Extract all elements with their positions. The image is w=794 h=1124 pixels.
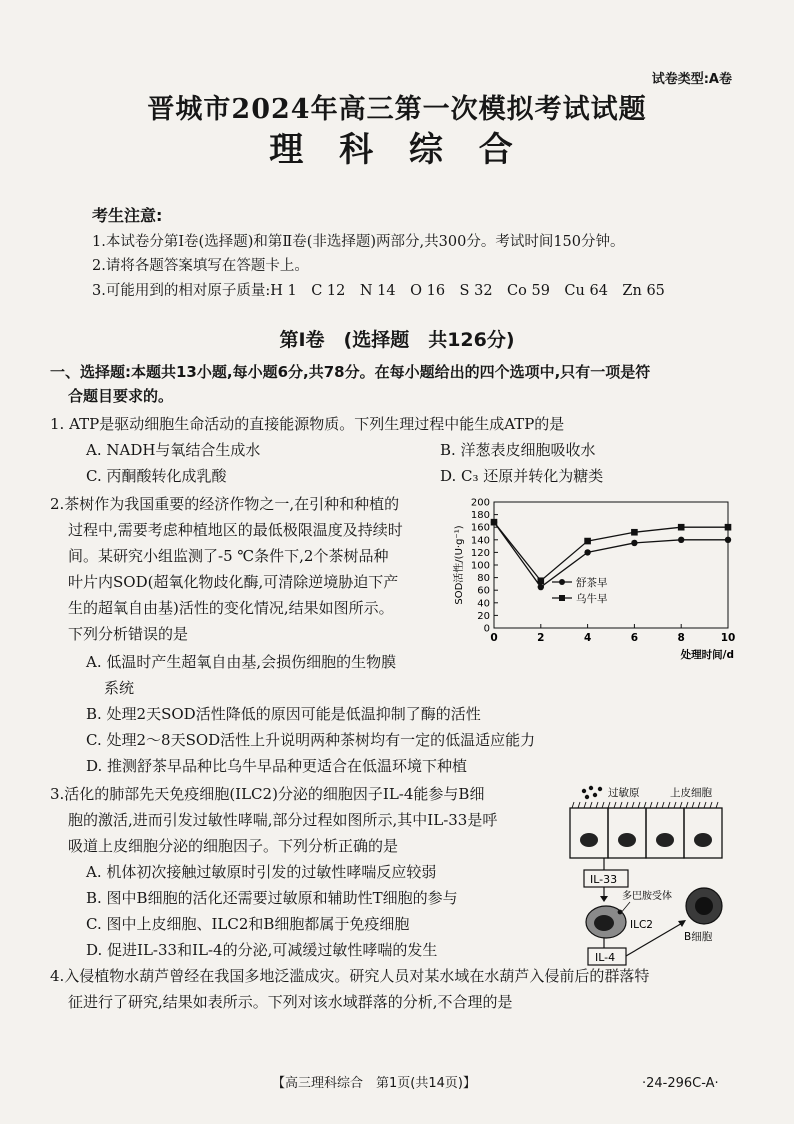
notice-item-1: 1.本试卷分第Ⅰ卷(选择题)和第Ⅱ卷(非选择题)两部分,共300分。考试时间150分钟。: [92, 234, 625, 250]
y-tick-label: 180: [470, 510, 490, 522]
il4-label: IL-4: [595, 951, 616, 964]
series-point-1: [538, 584, 544, 590]
q2-stem-line: 2.茶树作为我国重要的经济作物之一,在引种和种植的: [50, 495, 400, 513]
legend-label-1: 舒茶早: [576, 577, 608, 589]
q3-stem-line: 胞的激活,进而引发过敏性哮喘,部分过程如图所示,其中IL-33是呼: [68, 811, 498, 829]
q3-stem-line: 吸道上皮细胞分泌的细胞因子。下列分析正确的是: [68, 837, 399, 855]
series-point-1: [631, 540, 637, 546]
epithelial-cells: [570, 808, 722, 858]
notice-heading: 考生注意:: [92, 206, 163, 225]
exam-subject: 理 科 综 合: [269, 130, 525, 170]
y-tick-label: 100: [470, 560, 490, 572]
plot-frame: [494, 502, 728, 628]
q1-option-d: D. C₃ 还原并转化为糖类: [440, 467, 604, 485]
series-point-1: [725, 537, 731, 543]
footer-page-info: 【高三理科综合 第1页(共14页)】: [272, 1076, 476, 1091]
q3-option-a: A. 机体初次接触过敏原时引发的过敏性哮喘反应较弱: [86, 863, 437, 881]
q4-stem-line: 征进行了研究,结果如表所示。下列对该水域群落的分析,不合理的是: [68, 993, 513, 1011]
q3-stem-line: 3.活化的肺部先天免疫细胞(ILC2)分泌的细胞因子IL-4能参与B细: [50, 785, 485, 803]
series-point-2: [491, 519, 498, 526]
q2-option-a: A. 低温时产生超氧自由基,会损伤细胞的生物膜: [86, 653, 397, 671]
receptor-label: 多巴胺受体: [622, 891, 672, 902]
y-tick-label: 60: [477, 585, 490, 597]
q2-option-c: C. 处理2～8天SOD活性上升说明两种茶树均有一定的低温适应能力: [86, 731, 536, 749]
paper-type-label: 试卷类型:A卷: [651, 72, 732, 87]
series-point-2: [725, 524, 732, 531]
legend-marker-2: [559, 595, 565, 601]
legend-label-2: 乌牛早: [576, 593, 608, 605]
x-tick-label: 10: [720, 632, 736, 644]
y-tick-label: 200: [470, 497, 490, 509]
y-tick-label: 80: [477, 573, 490, 585]
series-point-2: [631, 529, 638, 536]
exam-title: 晋城市2024年高三第一次模拟考试试题: [147, 94, 647, 125]
y-tick-label: 40: [477, 598, 490, 610]
q2-option-a-cont: 系统: [104, 679, 135, 697]
allergen-label: 过敏原: [608, 787, 640, 799]
x-tick-label: 8: [677, 632, 685, 644]
q2-stem-line: 过程中,需要考虑种植地区的最低极限温度及持续时: [68, 521, 403, 539]
q3-option-c: C. 图中上皮细胞、ILC2和B细胞都属于免疫细胞: [86, 915, 410, 933]
q2-option-d: D. 推测舒茶早品种比乌牛早品种更适合在低温环境下种植: [86, 757, 468, 775]
instructions-line-1: 一、选择题:本题共13小题,每小题6分,共78分。在每小题给出的四个选项中,只有一项是符: [50, 363, 651, 381]
x-tick-label: 2: [537, 632, 545, 644]
series-line-2: [494, 522, 728, 581]
notice-item-3: 3.可能用到的相对原子质量:H 1 C 12 N 14 O 16 S 32 Co 59 Cu 64 Zn 65: [92, 283, 665, 299]
q3-option-d: D. 促进IL-33和IL-4的分泌,可减缓过敏性哮喘的发生: [86, 941, 438, 959]
q1-stem: 1. ATP是驱动细胞生命活动的直接能源物质。下列生理过程中能生成ATP的是: [50, 415, 565, 433]
series-point-1: [584, 549, 590, 555]
q1-option-c: C. 丙酮酸转化成乳酸: [86, 467, 227, 485]
y-tick-label: 120: [470, 547, 490, 559]
section-title: 第Ⅰ卷 (选择题 共126分): [279, 329, 515, 351]
cilia: [572, 802, 718, 808]
series-point-2: [584, 538, 591, 545]
x-tick-label: 4: [583, 632, 592, 644]
footer-code: ·24-296C-A·: [642, 1076, 719, 1091]
series-point-2: [538, 577, 545, 584]
series-point-1: [678, 537, 684, 543]
q4-stem-line: 4.入侵植物水葫芦曾经在我国多地泛滥成灾。研究人员对某水域在水葫芦入侵前后的群落特: [50, 967, 650, 985]
q2-option-b: B. 处理2天SOD活性降低的原因可能是低温抑制了酶的活性: [86, 705, 481, 723]
q2-stem-line: 间。某研究小组监测了-5 ℃条件下,2个茶树品种: [68, 547, 389, 565]
y-tick-label: 140: [470, 535, 490, 547]
legend-marker-1: [559, 579, 565, 585]
bcell-label: B细胞: [684, 931, 713, 943]
x-axis-label: 处理时间/d: [680, 649, 734, 661]
q2-stem-line: 下列分析错误的是: [68, 625, 189, 643]
x-tick-label: 6: [630, 632, 639, 644]
q1-option-b: B. 洋葱表皮细胞吸收水: [440, 441, 596, 459]
epithelial-label: 上皮细胞: [670, 787, 712, 799]
series-point-2: [678, 524, 685, 531]
il33-label: IL-33: [590, 873, 618, 886]
q1-option-a: A. NADH与氧结合生成水: [86, 441, 261, 459]
q3-option-b: B. 图中B细胞的活化还需要过敏原和辅助性T细胞的参与: [86, 889, 458, 907]
y-axis-label: SOD活性/(U·g⁻¹): [454, 525, 465, 605]
ilc2-label: ILC2: [630, 919, 653, 931]
y-tick-label: 0: [483, 623, 490, 635]
sod-activity-chart: [448, 490, 748, 682]
series-line-1: [494, 522, 728, 587]
q2-stem-line: 叶片内SOD(超氧化物歧化酶,可清除逆境胁迫下产: [68, 573, 399, 591]
notice-item-2: 2.请将各题答案填写在答题卡上。: [92, 258, 309, 274]
y-tick-label: 160: [470, 522, 490, 534]
x-tick-label: 0: [490, 632, 498, 644]
allergen-dots: [582, 786, 602, 799]
y-tick-label: 20: [477, 610, 490, 622]
instructions-line-2: 合题目要求的。: [68, 387, 174, 405]
immune-pathway-diagram: [564, 778, 744, 968]
q2-stem-line: 生的超氧自由基)活性的变化情况,结果如图所示。: [68, 599, 394, 617]
